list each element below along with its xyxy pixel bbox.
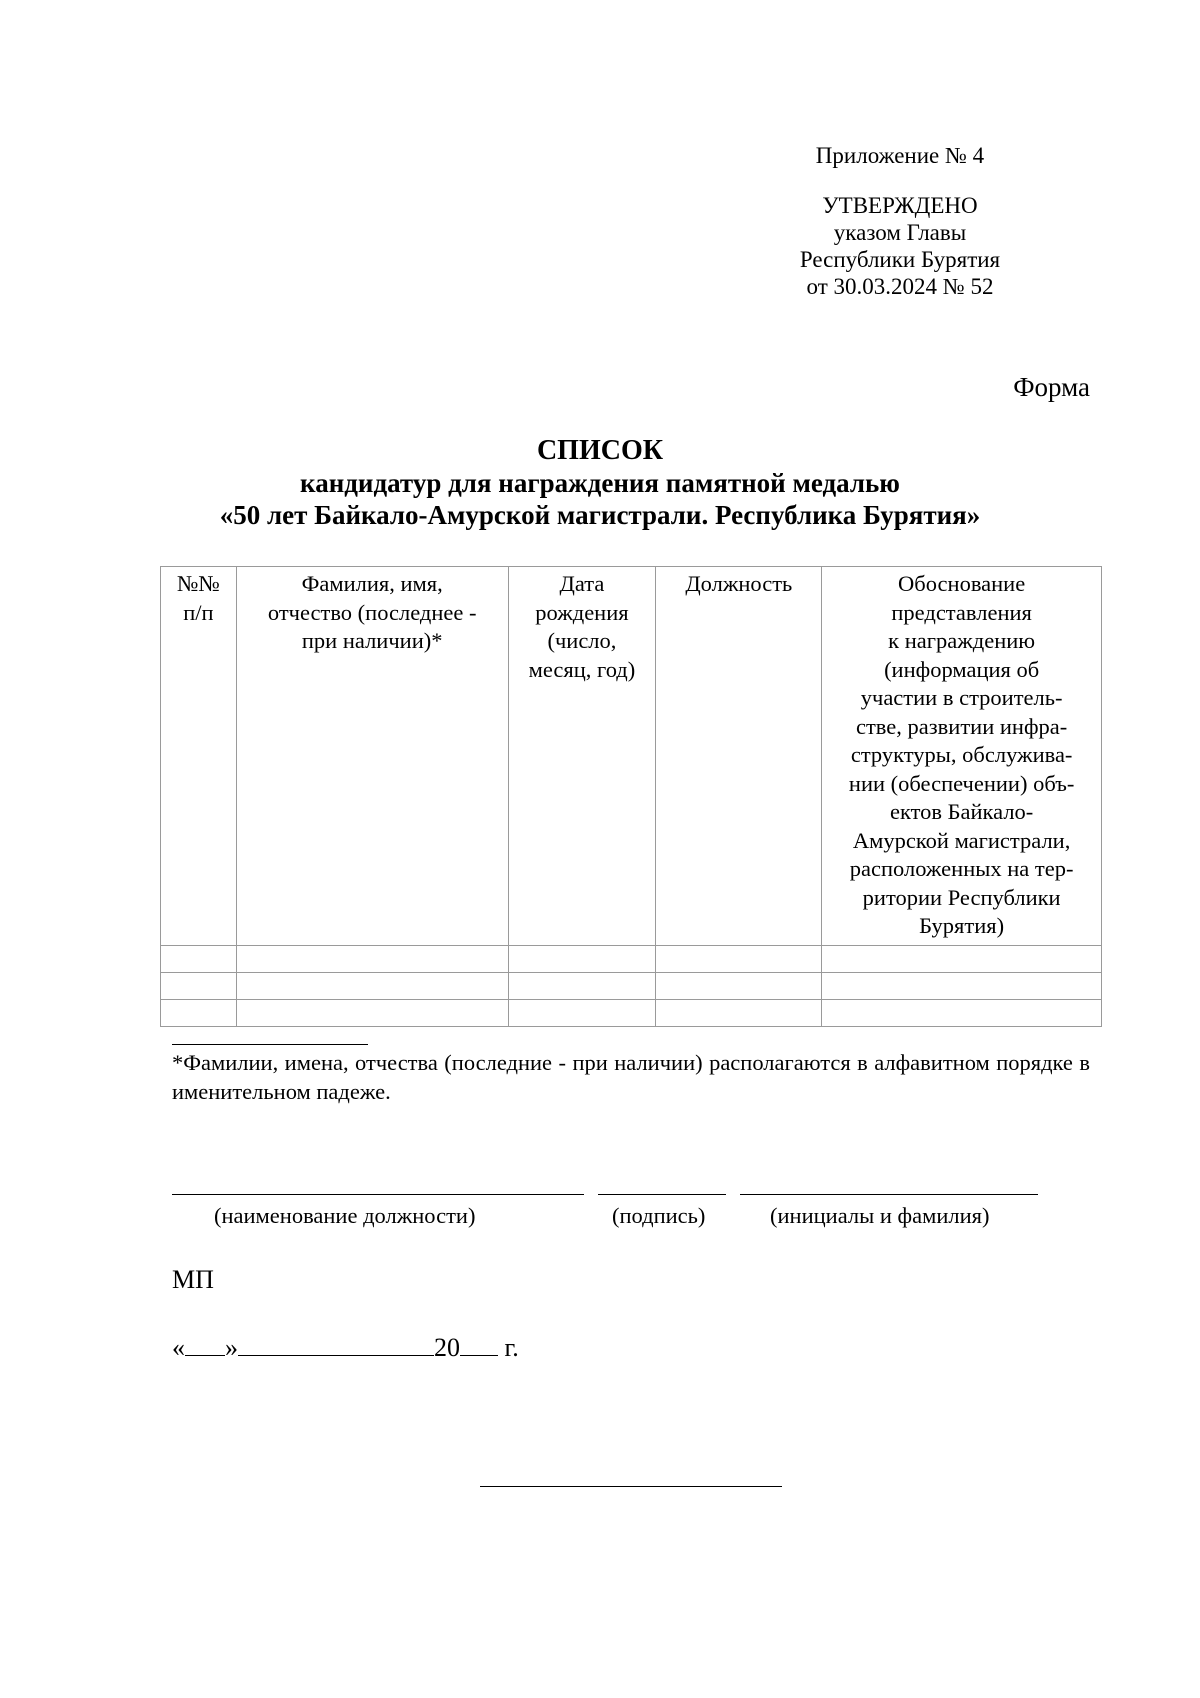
year-suffix: г. — [504, 1333, 519, 1362]
table-row — [161, 945, 1102, 972]
candidates-table — [160, 566, 1102, 1027]
header-justification: Обоснование представления к награждению (информация об участии в строитель- стве, развитии инфра- структуры, обслужива- нии (обеспечении) объ- ектов Байкало- Амурской магистрали, расположенных на тер- ритории Республики Бурятия) — [822, 567, 1102, 946]
stamp-place: МП — [172, 1265, 214, 1294]
year-blank — [460, 1331, 498, 1356]
position-caption: (наименование должности) — [214, 1203, 476, 1228]
table-header-row — [161, 567, 1102, 946]
table-cell — [508, 999, 656, 1026]
date-line — [172, 1331, 519, 1363]
table-cell — [508, 945, 656, 972]
title-line-3: «50 лет Байкало-Амурской магистрали. Республика Бурятия» — [219, 500, 981, 530]
table-cell — [236, 945, 508, 972]
position-signature-line — [172, 1194, 584, 1195]
table-cell — [656, 999, 822, 1026]
signature-line — [598, 1194, 726, 1195]
approved-line-3: от 30.03.2024 № 52 — [806, 274, 994, 299]
table-cell — [236, 972, 508, 999]
title-main: СПИСОК — [536, 435, 664, 466]
table-row — [161, 972, 1102, 999]
date-century: 20 — [434, 1333, 460, 1362]
name-signature-line — [740, 1194, 1038, 1195]
approved-line-2: Республики Бурятия — [799, 247, 1001, 272]
table-cell — [822, 999, 1102, 1026]
day-blank — [185, 1331, 225, 1356]
footnote-separator — [172, 1044, 368, 1045]
table-cell — [656, 972, 822, 999]
date-close-quote: » — [225, 1333, 238, 1362]
form-label: Форма — [1013, 372, 1090, 402]
table-cell — [822, 972, 1102, 999]
name-caption: (инициалы и фамилия) — [770, 1203, 990, 1228]
approval-block — [720, 142, 1080, 300]
header-birth-date: Дата рождения (число, месяц, год) — [508, 567, 656, 946]
document-title — [150, 435, 1050, 531]
approved-line-1: указом Главы — [833, 220, 967, 245]
table-cell — [822, 945, 1102, 972]
title-line-2: кандидатур для награждения памятной медалью — [300, 468, 900, 498]
table-cell — [161, 972, 237, 999]
annex-number: Приложение № 4 — [815, 143, 985, 168]
document-end-line — [480, 1486, 782, 1487]
header-number: №№ п/п — [161, 567, 237, 946]
header-position: Должность — [656, 567, 822, 946]
header-full-name: Фамилия, имя, отчество (последнее - при наличии)* — [236, 567, 508, 946]
table-cell — [236, 999, 508, 1026]
date-open-quote: « — [172, 1333, 185, 1362]
table-cell — [161, 945, 237, 972]
approved-label: УТВЕРЖДЕНО — [822, 193, 978, 218]
table-cell — [161, 999, 237, 1026]
table-cell — [656, 945, 822, 972]
signature-caption: (подпись) — [612, 1203, 706, 1228]
table-row — [161, 999, 1102, 1026]
footnote-text: *Фамилии, имена, отчества (последние - при наличии) располагаются в алфавитном порядке в именительном падеже. — [172, 1050, 1090, 1104]
table-cell — [508, 972, 656, 999]
month-blank — [238, 1331, 434, 1356]
